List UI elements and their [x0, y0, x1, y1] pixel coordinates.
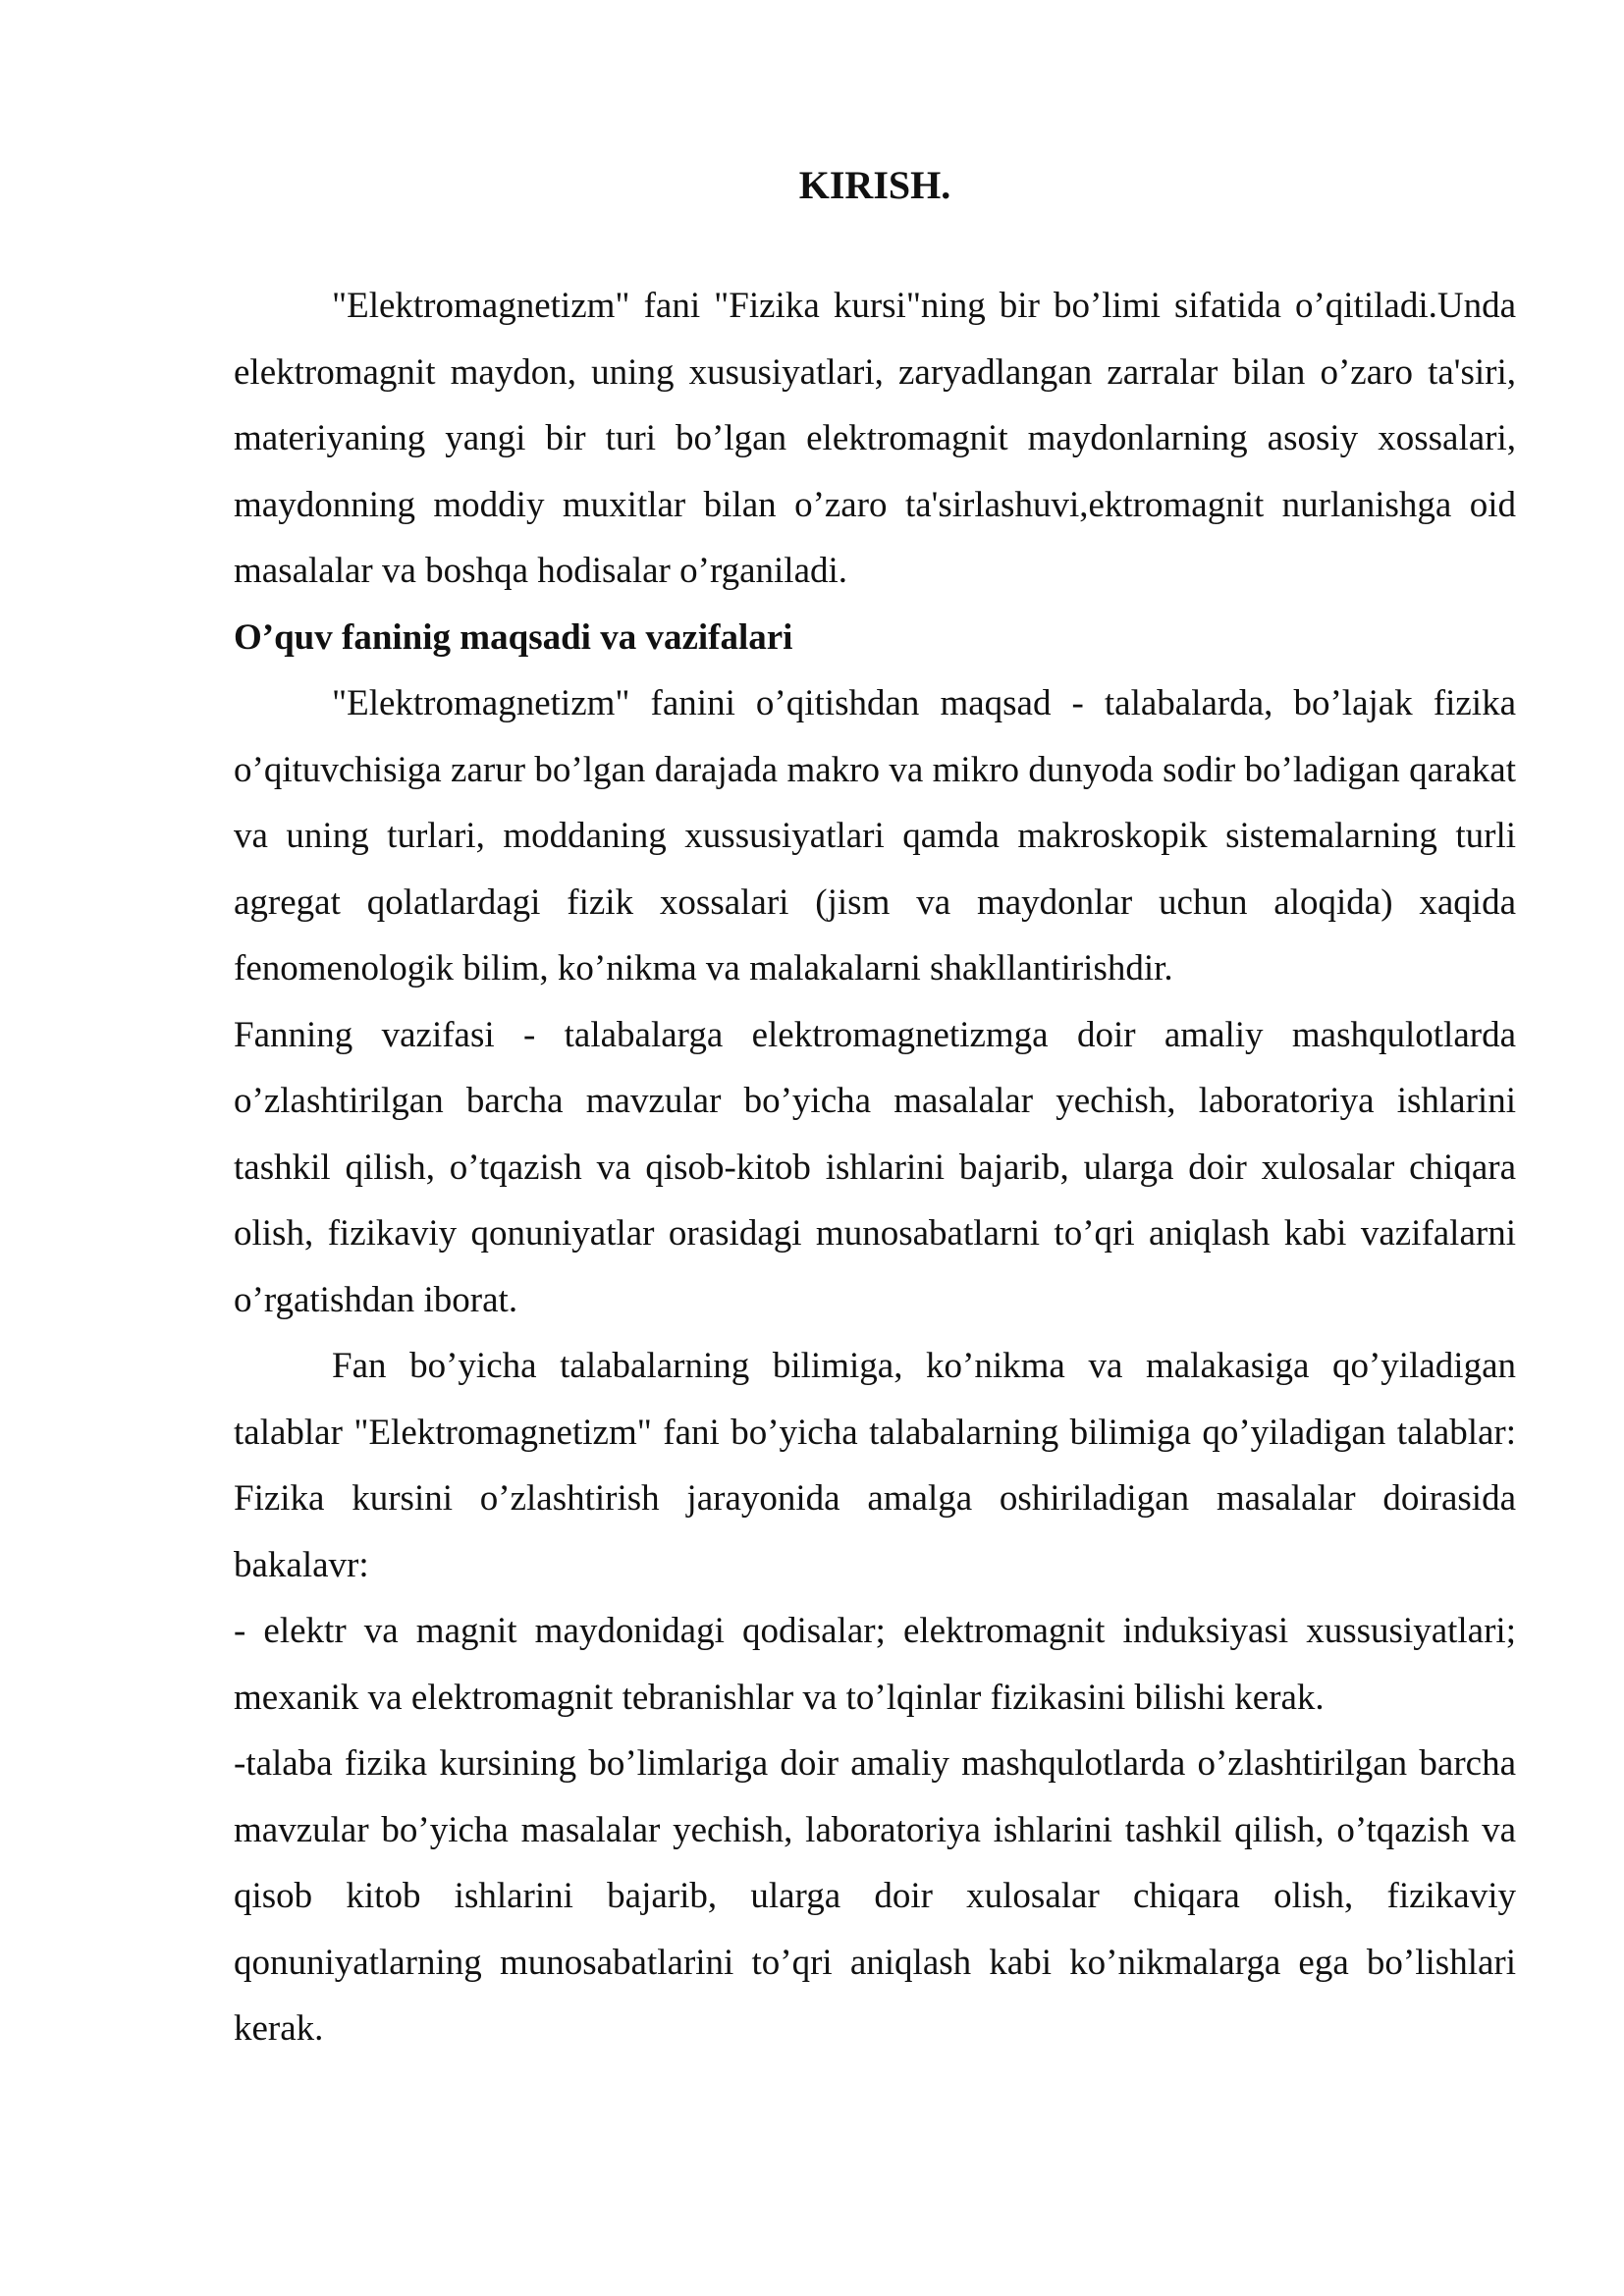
task-paragraph: Fanning vazifasi - talabalarga elektromagnetizmga doir amaliy mashqulotlarda o’zlashtirilgan barcha mavzular bo’yicha masalalar yechish, laboratoriya ishlarini tashkil qilish, o’tqazish va qisob-kitob ishlarini bajarib, ularga doir xulosalar chiqara olish, fizikaviy qonuniyatlar orasidagi munosabatlarni to’qri aniqlash kabi vazifalarni o’rgatishdan iborat. — [234, 1014, 1516, 1320]
title-spacer — [234, 218, 1516, 273]
requirement-item-skills: -talaba fizika kursining bo’limlariga doir amaliy mashqulotlarda o’zlashtirilgan barcha mavzular bo’yicha masalalar yechish, laboratoriya ishlarini tashkil qilish, o’tqazish va qisob kitob ishlarini bajarib, ularga doir xulosalar chiqara olish, fizikaviy qonuniyatlarning munosabatlarini to’qri aniqlash kabi ko’nikmalarga ega bo’lishlari kerak. — [234, 1743, 1516, 2049]
page-title: KIRISH. — [798, 163, 951, 207]
intro-paragraph: "Elektromagnetizm" fani "Fizika kursi"ning bir bo’limi sifatida o’qitiladi.Unda elektromagnit maydon, uning xususiyatlari, zaryadlangan zarralar bilan o’zaro ta'siri, materiyaning yangi bir turi bo’lgan elektromagnit maydonlarning asosiy xossalari, maydonning moddiy muxitlar bilan o’zaro ta'sirlashuvi,ektromagnit nurlanishga oid masalalar va boshqa hodisalar o’rganiladi. — [234, 286, 1516, 591]
section-subheading: O’quv faninig maqsadi va vazifalari — [234, 616, 793, 658]
requirement-item-knowledge: - elektr va magnit maydonidagi qodisalar; elektromagnit induksiyasi xussusiyatlari; mexanik va elektromagnit tebranishlar va to’lqinlar fizikasini bilishi kerak. — [234, 1611, 1516, 1718]
document-page — [234, 0, 1516, 2062]
requirements-paragraph: Fan bo’yicha talabalarning bilimiga, ko’nikma va malakasiga qo’yiladigan talablar "Elektromagnetizm" fani bo’yicha talabalarning bilimiga qo’yiladigan talablar: Fizika kursini o’zlashtirish jarayonida amalga oshiriladigan masalalar doirasida bakalavr: — [234, 1346, 1516, 1585]
goal-paragraph: "Elektromagnetizm" fanini o’qitishdan maqsad - talabalarda, bo’lajak fizika o’qituvchisiga zarur bo’lgan darajada makro va mikro dunyoda sodir bo’ladigan qarakat va uning turlari, moddaning xussusiyatlari qamda makroskopik sistemalarning turli agregat qolatlardagi fizik xossalari (jism va maydonlar uchun aloqida) xaqida fenomenologik bilim, ko’nikma va malakalarni shakllantirishdir. — [234, 683, 1516, 988]
